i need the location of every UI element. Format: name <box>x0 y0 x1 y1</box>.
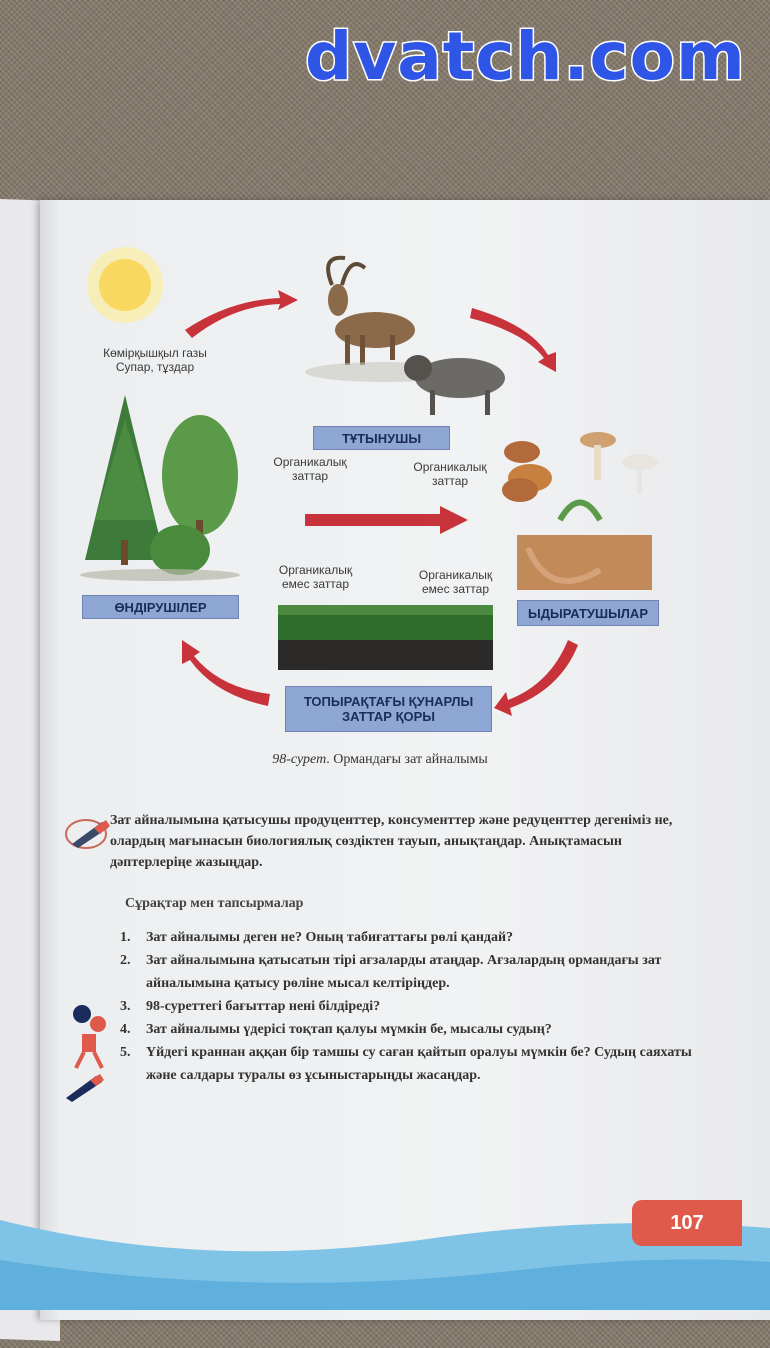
figure-caption <box>180 752 580 768</box>
question-number: 4. <box>120 1022 131 1037</box>
wolf-icon <box>404 355 505 415</box>
questions-title: Сұрақтар мен тапсырмалар <box>125 896 304 911</box>
goat-icon <box>328 258 415 365</box>
organic-label-right: Органикалық заттар <box>413 460 487 488</box>
question-number: 3. <box>120 999 131 1014</box>
arrow-sun-to-consumer <box>185 290 298 338</box>
trees-icon <box>80 395 240 581</box>
question-text: Зат айналымына қатысатын тірі ағзаларды атаңдар. Ағзалардың ормандағы зат айналымына қатысу рөліне мысал келтіріңдер. <box>146 953 662 991</box>
arrow-producer-to-decomposer <box>305 506 468 534</box>
arrow-soil-to-producer <box>182 640 270 706</box>
question-item <box>120 1041 695 1087</box>
pen-icon <box>64 814 114 850</box>
inorganic-label-right: Органикалық емес заттар <box>418 568 493 596</box>
question-item <box>120 949 695 995</box>
question-number: 2. <box>120 953 131 968</box>
page-number: 107 <box>632 1200 742 1246</box>
soil-reserve-box: ТОПЫРАҚТАҒЫ ҚУНАРЛЫ ЗАТТАР ҚОРЫ <box>285 686 492 732</box>
inorganic-label-left: Органикалық емес заттар <box>278 563 353 591</box>
co2-label: Көмірқышқыл газы Супар, тұздар <box>103 346 207 374</box>
producers-box: ӨНДІРУШІЛЕР <box>82 595 239 619</box>
question-text: Зат айналымы деген не? Оның табиғаттағы рөлі қандай? <box>146 930 514 945</box>
question-text: Үйдегі краннан аққан бір тамшы су саған қайтып оралуы мүмкін бе? Судың саяхаты және салдары туралы өз ұсыныстарыңды жасаңдар. <box>146 1045 692 1083</box>
sun-icon <box>87 247 163 323</box>
question-text: Зат айналымы үдерісі тоқтап қалуы мүмкін бе, мысалы судың? <box>146 1022 552 1037</box>
consumer-box: ТҰТЫНУШЫ <box>313 426 450 450</box>
thinking-person-icon <box>68 1002 112 1072</box>
question-text: 98-суреттегі бағыттар нені білдіреді? <box>146 999 381 1014</box>
watermark-text: dvatch.com <box>305 18 746 95</box>
question-number: 5. <box>120 1045 131 1060</box>
grass-block-icon <box>278 605 493 670</box>
organic-label-left: Органикалық заттар <box>273 455 347 483</box>
question-number: 1. <box>120 930 131 945</box>
arrow-decomposer-to-soil <box>494 640 578 716</box>
writing-icon <box>62 1072 108 1102</box>
decomposers-icon <box>502 432 658 590</box>
figure-number: 98-сурет <box>272 752 327 767</box>
question-item <box>120 926 695 949</box>
question-item <box>120 995 695 1018</box>
decomposers-box: ЫДЫРАТУШЫЛАР <box>517 600 659 626</box>
figure-title: . Ормандағы зат айналымы <box>326 752 488 767</box>
question-item <box>120 1018 695 1041</box>
task-text: Зат айналымына қатысушы продуценттер, консументтер және редуценттер дегеніміз не, олардың мағынасын биологиялық сөздіктен тауып, анықтаңдар. Анықтамасын дәптерлеріңе жазыңдар. <box>110 813 673 870</box>
questions-list <box>120 926 695 1087</box>
